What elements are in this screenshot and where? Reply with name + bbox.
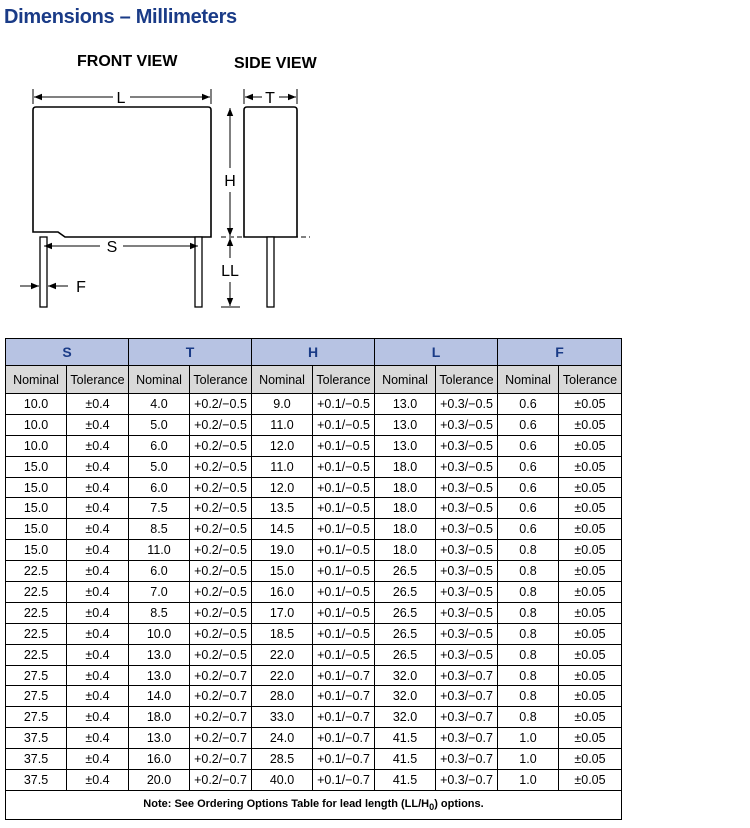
table-cell: +0.1/−0.5 <box>313 582 375 603</box>
table-note <box>6 790 622 819</box>
subheader-cell: Tolerance <box>559 366 622 394</box>
table-cell: ±0.05 <box>559 728 622 749</box>
note-subscript: 0 <box>429 802 435 813</box>
table-cell: +0.3/−0.7 <box>436 749 498 770</box>
table-cell: 28.0 <box>252 686 313 707</box>
table-cell: 13.0 <box>375 435 436 456</box>
table-cell: 13.0 <box>129 728 190 749</box>
subheader-cell: Nominal <box>498 366 559 394</box>
table-cell: +0.3/−0.7 <box>436 728 498 749</box>
table-cell: 27.5 <box>6 707 67 728</box>
table-cell: 26.5 <box>375 623 436 644</box>
group-header-l: L <box>375 339 498 366</box>
table-cell: 15.0 <box>6 519 67 540</box>
note-row <box>6 790 622 819</box>
table-cell: +0.2/−0.5 <box>190 435 252 456</box>
table-cell: 22.5 <box>6 582 67 603</box>
table-cell: 22.5 <box>6 644 67 665</box>
table-cell: ±0.4 <box>67 749 129 770</box>
table-cell: ±0.05 <box>559 686 622 707</box>
table-cell: 0.6 <box>498 519 559 540</box>
table-cell: +0.1/−0.5 <box>313 498 375 519</box>
table-cell: +0.2/−0.7 <box>190 749 252 770</box>
table-row <box>6 582 622 603</box>
table-cell: 26.5 <box>375 602 436 623</box>
table-cell: 10.0 <box>6 414 67 435</box>
table-cell: 15.0 <box>6 477 67 498</box>
table-cell: 6.0 <box>129 561 190 582</box>
table-cell: +0.2/−0.5 <box>190 644 252 665</box>
table-cell: 16.0 <box>252 582 313 603</box>
table-cell: +0.1/−0.7 <box>313 686 375 707</box>
table-cell: 0.8 <box>498 602 559 623</box>
table-cell: 27.5 <box>6 686 67 707</box>
table-cell: ±0.4 <box>67 394 129 415</box>
table-cell: +0.1/−0.5 <box>313 394 375 415</box>
table-cell: +0.1/−0.5 <box>313 519 375 540</box>
table-cell: ±0.4 <box>67 728 129 749</box>
front-view-body <box>33 107 211 237</box>
table-cell: 20.0 <box>129 770 190 791</box>
note-suffix: ) options. <box>434 797 484 810</box>
table-cell: 17.0 <box>252 602 313 623</box>
table-row <box>6 435 622 456</box>
table-cell: 15.0 <box>252 561 313 582</box>
table-cell: +0.3/−0.5 <box>436 414 498 435</box>
table-cell: +0.2/−0.5 <box>190 602 252 623</box>
side-view-label: SIDE VIEW <box>234 55 317 72</box>
table-cell: ±0.05 <box>559 770 622 791</box>
table-cell: 9.0 <box>252 394 313 415</box>
table-cell: +0.2/−0.7 <box>190 686 252 707</box>
table-cell: +0.3/−0.5 <box>436 623 498 644</box>
table-body <box>6 394 622 791</box>
table-cell: +0.1/−0.5 <box>313 435 375 456</box>
table-cell: 12.0 <box>252 477 313 498</box>
table-cell: 32.0 <box>375 686 436 707</box>
table-cell: 0.8 <box>498 686 559 707</box>
table-cell: ±0.4 <box>67 561 129 582</box>
subheader-cell: Nominal <box>129 366 190 394</box>
dimensions-table <box>5 338 622 820</box>
table-cell: +0.3/−0.5 <box>436 477 498 498</box>
table-cell: +0.3/−0.5 <box>436 644 498 665</box>
table-cell: 40.0 <box>252 770 313 791</box>
front-view-label: FRONT VIEW <box>77 53 178 70</box>
table-row <box>6 414 622 435</box>
table-cell: 18.0 <box>375 519 436 540</box>
table-cell: 15.0 <box>6 456 67 477</box>
table-cell: 0.8 <box>498 540 559 561</box>
table-cell: ±0.05 <box>559 582 622 603</box>
table-cell: 8.5 <box>129 519 190 540</box>
note-prefix: Note: See Ordering Options Table for lead length (LL/H <box>143 797 430 810</box>
table-cell: ±0.4 <box>67 519 129 540</box>
table-cell: +0.3/−0.7 <box>436 686 498 707</box>
table-cell: ±0.4 <box>67 582 129 603</box>
dimension-f-label: F <box>76 279 86 296</box>
table-cell: 7.5 <box>129 498 190 519</box>
table-cell: +0.3/−0.5 <box>436 540 498 561</box>
table-cell: 14.5 <box>252 519 313 540</box>
table-cell: ±0.4 <box>67 686 129 707</box>
table-row <box>6 728 622 749</box>
table-cell: ±0.4 <box>67 770 129 791</box>
dimension-l-label: L <box>116 90 126 107</box>
table-cell: 24.0 <box>252 728 313 749</box>
table-cell: 18.0 <box>375 498 436 519</box>
table-cell: ±0.05 <box>559 435 622 456</box>
table-cell: 13.5 <box>252 498 313 519</box>
table-row <box>6 456 622 477</box>
table-row <box>6 770 622 791</box>
table-cell: ±0.4 <box>67 414 129 435</box>
table-cell: 1.0 <box>498 770 559 791</box>
subheader-cell: Nominal <box>375 366 436 394</box>
table-row <box>6 394 622 415</box>
table-cell: 22.0 <box>252 644 313 665</box>
table-cell: 18.0 <box>375 540 436 561</box>
group-header-row <box>6 339 622 366</box>
table-cell: +0.3/−0.7 <box>436 665 498 686</box>
group-header-f: F <box>498 339 622 366</box>
table-cell: 41.5 <box>375 728 436 749</box>
table-cell: 18.0 <box>375 477 436 498</box>
table-cell: +0.3/−0.5 <box>436 498 498 519</box>
page-title: Dimensions – Millimeters <box>4 6 237 28</box>
table-cell: 4.0 <box>129 394 190 415</box>
subheader-cell: Tolerance <box>67 366 129 394</box>
table-cell: +0.2/−0.5 <box>190 623 252 644</box>
table-cell: ±0.4 <box>67 477 129 498</box>
table-cell: 27.5 <box>6 665 67 686</box>
subheader-cell: Nominal <box>6 366 67 394</box>
table-cell: ±0.05 <box>559 749 622 770</box>
table-cell: +0.2/−0.7 <box>190 707 252 728</box>
table-cell: 5.0 <box>129 456 190 477</box>
table-cell: 18.5 <box>252 623 313 644</box>
table-cell: +0.1/−0.5 <box>313 561 375 582</box>
table-cell: 10.0 <box>6 394 67 415</box>
table-cell: 18.0 <box>375 456 436 477</box>
table-cell: 41.5 <box>375 770 436 791</box>
table-cell: 6.0 <box>129 435 190 456</box>
table-cell: 1.0 <box>498 728 559 749</box>
table-cell: +0.1/−0.7 <box>313 665 375 686</box>
table-cell: +0.2/−0.5 <box>190 414 252 435</box>
table-cell: +0.3/−0.5 <box>436 394 498 415</box>
subheader-row <box>6 366 622 394</box>
table-cell: +0.1/−0.5 <box>313 602 375 623</box>
table-row <box>6 561 622 582</box>
table-cell: ±0.05 <box>559 602 622 623</box>
table-cell: 10.0 <box>6 435 67 456</box>
table-cell: 15.0 <box>6 498 67 519</box>
table-cell: 5.0 <box>129 414 190 435</box>
table-row <box>6 749 622 770</box>
table-cell: 13.0 <box>375 394 436 415</box>
table-row <box>6 540 622 561</box>
table-cell: +0.3/−0.5 <box>436 519 498 540</box>
subheader-cell: Tolerance <box>313 366 375 394</box>
table-cell: +0.2/−0.7 <box>190 770 252 791</box>
table-cell: +0.2/−0.5 <box>190 519 252 540</box>
table-cell: +0.1/−0.5 <box>313 644 375 665</box>
table-cell: ±0.05 <box>559 456 622 477</box>
table-cell: 0.6 <box>498 456 559 477</box>
table-cell: 26.5 <box>375 644 436 665</box>
table-cell: 10.0 <box>129 623 190 644</box>
table-cell: 33.0 <box>252 707 313 728</box>
table-cell: 16.0 <box>129 749 190 770</box>
table-cell: 6.0 <box>129 477 190 498</box>
table-cell: ±0.4 <box>67 498 129 519</box>
table-cell: 1.0 <box>498 749 559 770</box>
table-cell: 22.0 <box>252 665 313 686</box>
table-cell: 0.6 <box>498 414 559 435</box>
table-cell: 13.0 <box>129 665 190 686</box>
table-cell: 15.0 <box>6 540 67 561</box>
table-cell: 0.8 <box>498 582 559 603</box>
table-row <box>6 644 622 665</box>
table-cell: +0.1/−0.5 <box>313 414 375 435</box>
dimension-h-label: H <box>224 173 236 190</box>
table-cell: ±0.4 <box>67 707 129 728</box>
table-cell: ±0.05 <box>559 707 622 728</box>
table-row <box>6 686 622 707</box>
table-cell: ±0.05 <box>559 561 622 582</box>
table-cell: 26.5 <box>375 561 436 582</box>
table-cell: 0.6 <box>498 394 559 415</box>
table-cell: +0.2/−0.5 <box>190 540 252 561</box>
table-cell: 0.8 <box>498 623 559 644</box>
table-cell: ±0.4 <box>67 602 129 623</box>
table-cell: 22.5 <box>6 561 67 582</box>
table-cell: +0.3/−0.5 <box>436 582 498 603</box>
table-cell: ±0.05 <box>559 540 622 561</box>
table-row <box>6 623 622 644</box>
table-cell: 14.0 <box>129 686 190 707</box>
table-cell: +0.2/−0.5 <box>190 477 252 498</box>
table-cell: ±0.05 <box>559 644 622 665</box>
table-cell: +0.1/−0.5 <box>313 623 375 644</box>
table-cell: +0.2/−0.5 <box>190 456 252 477</box>
table-cell: ±0.05 <box>559 394 622 415</box>
table-cell: +0.2/−0.7 <box>190 665 252 686</box>
table-cell: 37.5 <box>6 770 67 791</box>
table-cell: ±0.05 <box>559 498 622 519</box>
table-cell: ±0.4 <box>67 540 129 561</box>
table-cell: +0.3/−0.5 <box>436 561 498 582</box>
table-cell: 37.5 <box>6 728 67 749</box>
table-cell: +0.1/−0.5 <box>313 477 375 498</box>
table-cell: +0.3/−0.7 <box>436 770 498 791</box>
table-cell: 0.8 <box>498 644 559 665</box>
table-cell: +0.3/−0.5 <box>436 435 498 456</box>
table-cell: 7.0 <box>129 582 190 603</box>
table-cell: +0.1/−0.5 <box>313 456 375 477</box>
table-cell: +0.1/−0.7 <box>313 770 375 791</box>
table-cell: 0.8 <box>498 561 559 582</box>
table-cell: ±0.4 <box>67 623 129 644</box>
table-cell: +0.2/−0.5 <box>190 394 252 415</box>
table-cell: 0.8 <box>498 707 559 728</box>
table-cell: 11.0 <box>252 456 313 477</box>
table-cell: 8.5 <box>129 602 190 623</box>
table-row <box>6 602 622 623</box>
subheader-cell: Nominal <box>252 366 313 394</box>
table-cell: ±0.4 <box>67 456 129 477</box>
table-cell: ±0.05 <box>559 477 622 498</box>
table-cell: 22.5 <box>6 602 67 623</box>
table-row <box>6 519 622 540</box>
side-view-body <box>244 107 297 237</box>
table-cell: +0.1/−0.7 <box>313 707 375 728</box>
table-cell: 19.0 <box>252 540 313 561</box>
table-cell: +0.3/−0.5 <box>436 602 498 623</box>
front-left-lead <box>40 237 47 307</box>
table-cell: +0.3/−0.5 <box>436 456 498 477</box>
table-cell: +0.3/−0.7 <box>436 707 498 728</box>
dimension-s-label: S <box>106 239 118 256</box>
subheader-cell: Tolerance <box>436 366 498 394</box>
table-cell: ±0.05 <box>559 519 622 540</box>
table-cell: +0.1/−0.7 <box>313 728 375 749</box>
dimension-t-label: T <box>265 90 275 107</box>
table-cell: 13.0 <box>129 644 190 665</box>
group-header-t: T <box>129 339 252 366</box>
table-cell: 18.0 <box>129 707 190 728</box>
subheader-cell: Tolerance <box>190 366 252 394</box>
table-cell: 37.5 <box>6 749 67 770</box>
table-cell: ±0.4 <box>67 644 129 665</box>
table-cell: 0.8 <box>498 665 559 686</box>
table-cell: 28.5 <box>252 749 313 770</box>
table-cell: 32.0 <box>375 665 436 686</box>
table-cell: 41.5 <box>375 749 436 770</box>
table-row <box>6 665 622 686</box>
table-cell: +0.2/−0.7 <box>190 728 252 749</box>
table-row <box>6 477 622 498</box>
table-cell: 32.0 <box>375 707 436 728</box>
table-cell: 0.6 <box>498 435 559 456</box>
dimension-ll-label: LL <box>221 263 239 280</box>
table-cell: 12.0 <box>252 435 313 456</box>
side-lead <box>267 237 274 307</box>
table-cell: +0.2/−0.5 <box>190 561 252 582</box>
table-cell: 11.0 <box>129 540 190 561</box>
table-cell: +0.1/−0.5 <box>313 540 375 561</box>
table-cell: +0.1/−0.7 <box>313 749 375 770</box>
table-cell: ±0.05 <box>559 665 622 686</box>
table-cell: +0.2/−0.5 <box>190 582 252 603</box>
table-cell: ±0.05 <box>559 414 622 435</box>
capacitor-dimension-diagram <box>0 80 330 320</box>
table-cell: 22.5 <box>6 623 67 644</box>
table-row <box>6 498 622 519</box>
table-cell: 0.6 <box>498 498 559 519</box>
group-header-s: S <box>6 339 129 366</box>
table-cell: 13.0 <box>375 414 436 435</box>
table-cell: 11.0 <box>252 414 313 435</box>
table-cell: ±0.05 <box>559 623 622 644</box>
table-cell: ±0.4 <box>67 665 129 686</box>
table-cell: +0.2/−0.5 <box>190 498 252 519</box>
table-cell: ±0.4 <box>67 435 129 456</box>
table-cell: 0.6 <box>498 477 559 498</box>
table-row <box>6 707 622 728</box>
front-right-lead <box>195 237 202 307</box>
group-header-h: H <box>252 339 375 366</box>
table-cell: 26.5 <box>375 582 436 603</box>
